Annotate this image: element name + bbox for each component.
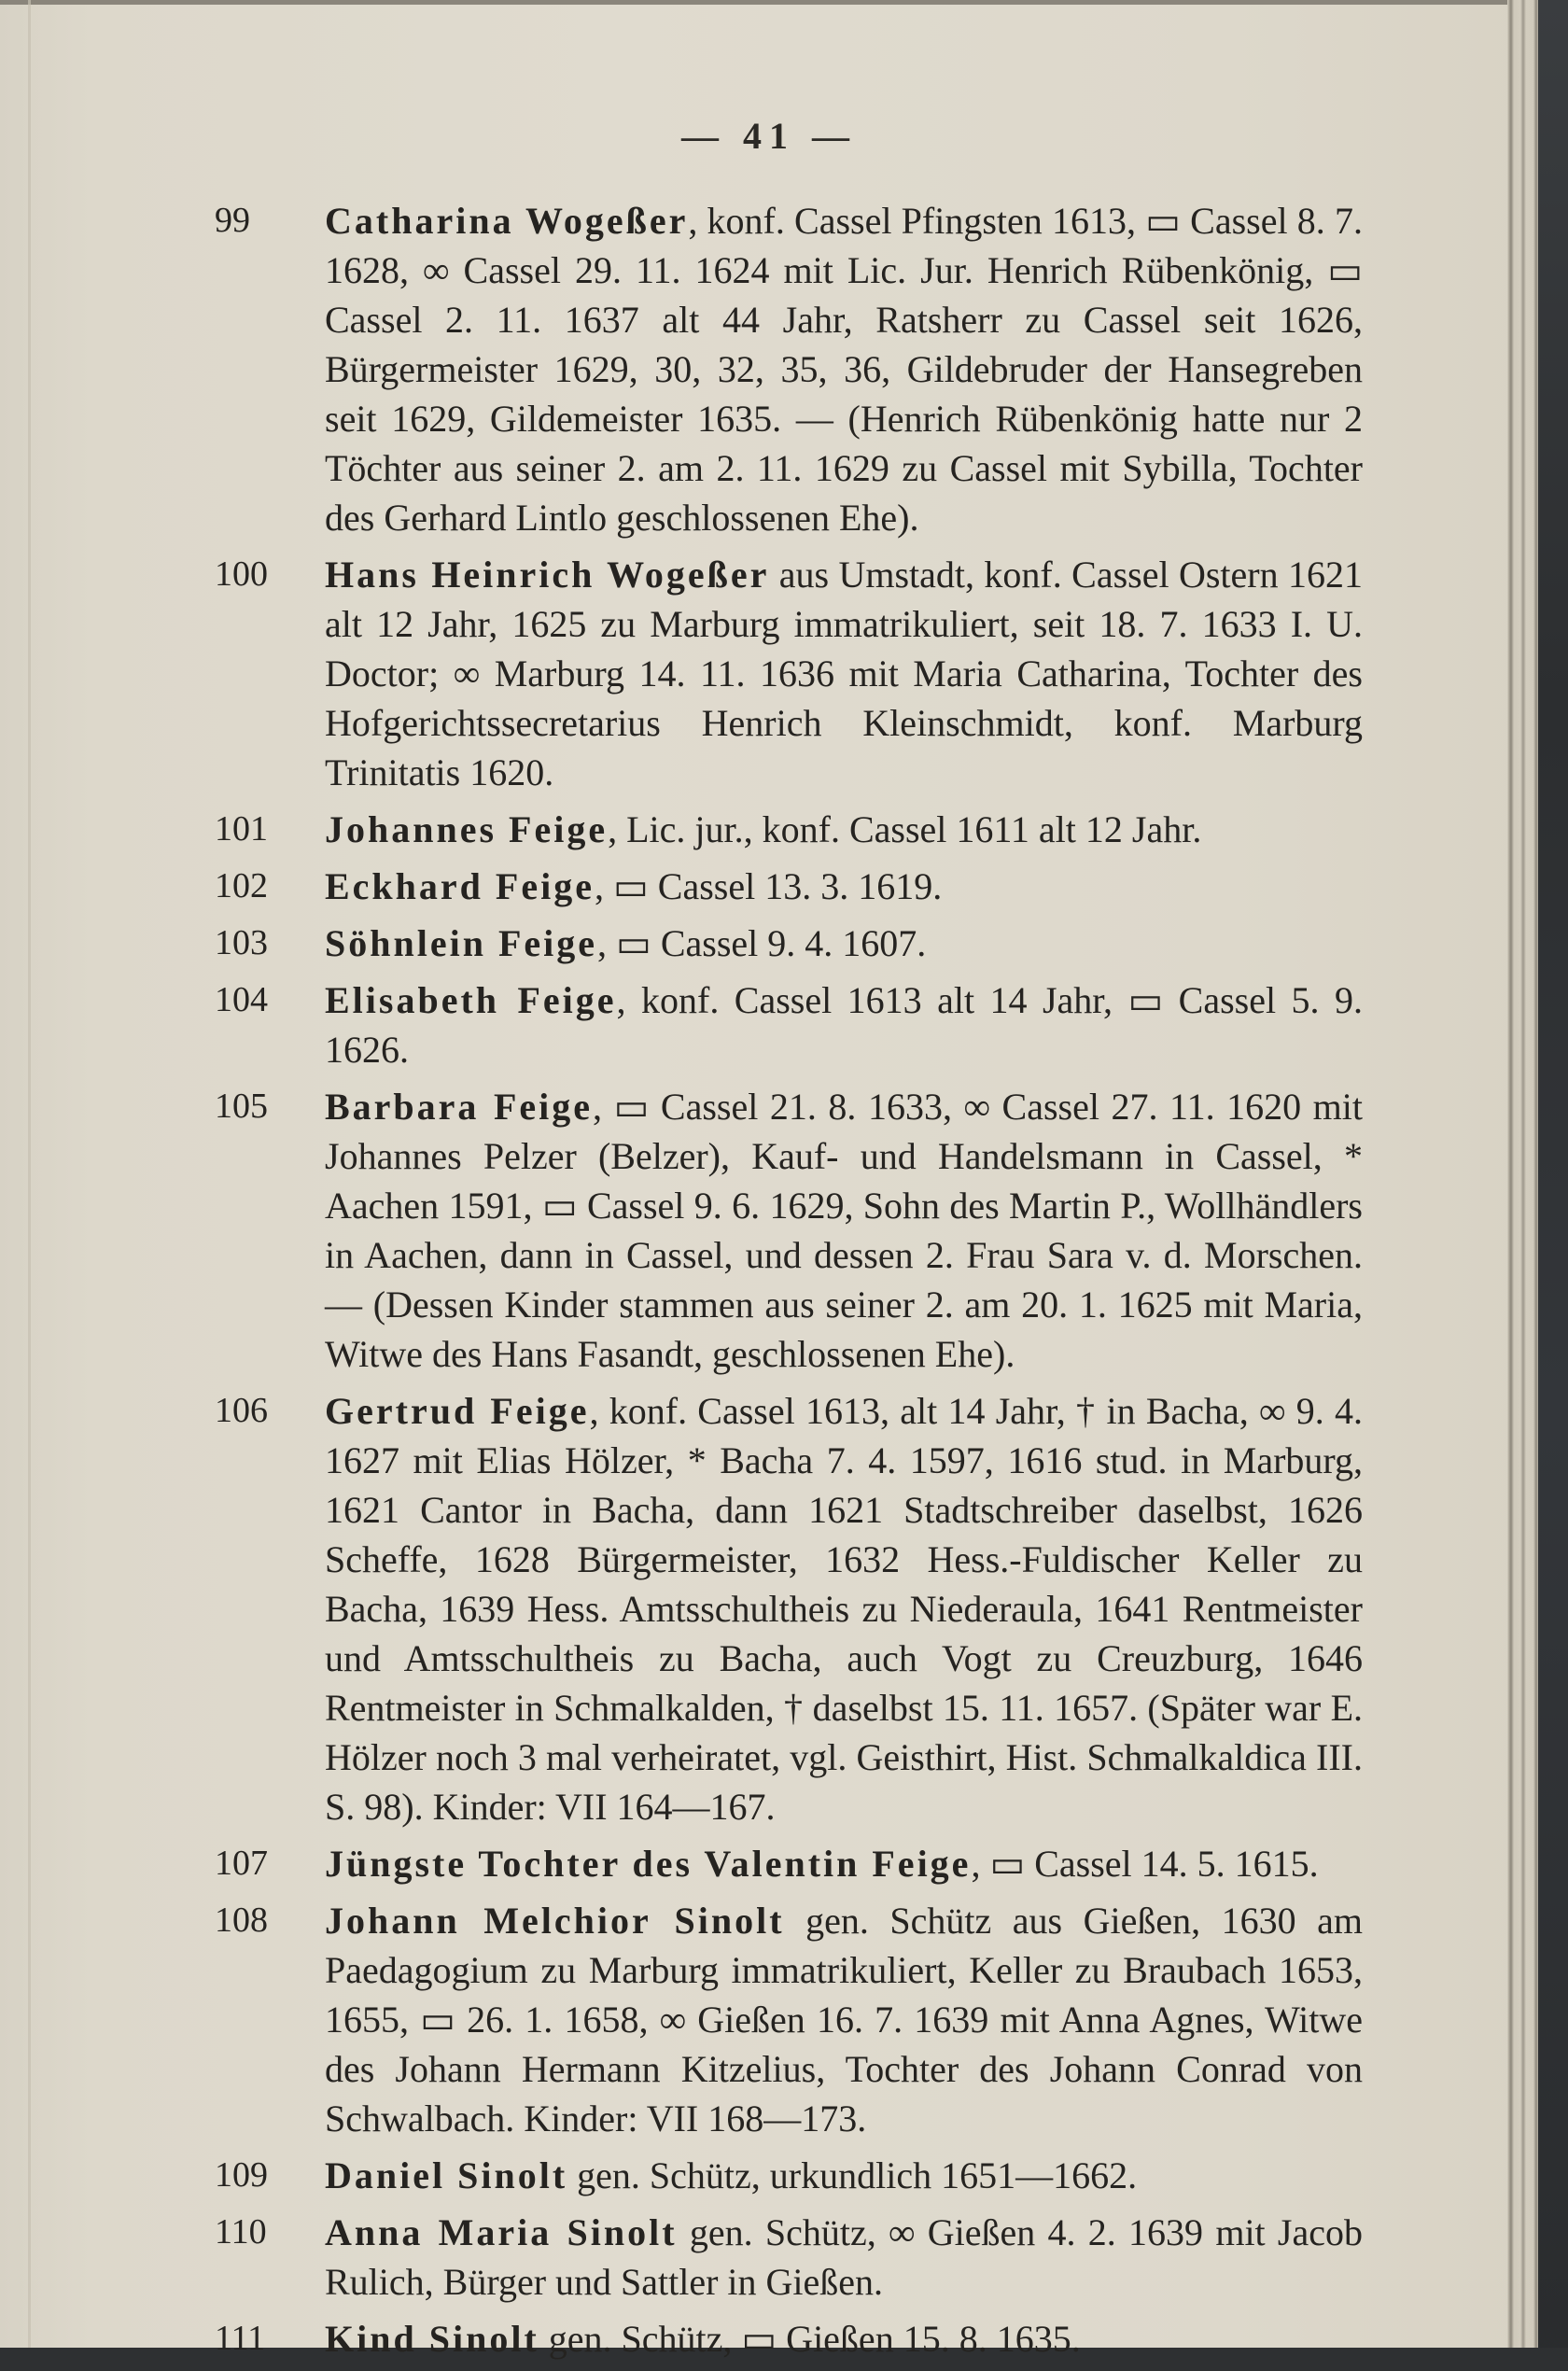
- entry-text: aus Umstadt, konf. Cassel Ostern 1621 alt 12 Jahr, 1625 zu Marburg immatrikuliert, seit 18. 7. 1633 I. U. Doctor; ∞ Marburg 14. 11. 1636 mit Maria Catharina, Tochter des Hofgerichtssecretarius Henrich Kleinschmidt, konf. Marburg Trinitatis 1620.: [325, 554, 1363, 793]
- person-name: Gertrud Feige: [325, 1390, 590, 1432]
- page-top-edge: [0, 0, 1538, 5]
- person-name: Barbara Feige: [325, 1086, 594, 1128]
- entry-number: 106: [215, 1391, 268, 1430]
- entry-number: 99: [215, 201, 250, 240]
- entry-text: , ▭ Cassel 9. 4. 1607.: [597, 922, 927, 964]
- entry-number: 100: [215, 554, 268, 594]
- entry-text: , konf. Cassel 1613, alt 14 Jahr, † in Bacha, ∞ 9. 4. 1627 mit Elias Hölzer, * Bacha 7. 4. 1597, 1616 stud. in Marburg, 1621 Cantor in Bacha, dann 1621 Stadtschreiber daselbst, 1626 Scheffe, 1628 Bürgermeister, 1632 Hess.-Fuldischer Keller zu Bacha, 1639 Hess. Amtsschultheis zu Niederaula, 1641 Rentmeister und Amtsschultheis zu Bacha, auch Vogt zu Creuzburg, 1646 Rentmeister in Schmalkalden, † daselbst 15. 11. 1657. (Später war E. Hölzer noch 3 mal verheiratet, vgl. Geisthirt, Hist. Schmalkaldica III. S. 98). Kinder: VII 164—167.: [325, 1390, 1364, 1828]
- entry-text: gen. Schütz, urkundlich 1651—1662.: [567, 2154, 1138, 2196]
- entry-text: gen. Schütz aus Gießen, 1630 am Paedagogium zu Marburg immatrikuliert, Keller zu Braubach 1653, 1655, ▭ 26. 1. 1658, ∞ Gießen 16. 7. 1639 mit Anna Agnes, Witwe des Johann Hermann Kitzelius, Tochter des Johann Conrad von Schwalbach. Kinder: VII 168—173.: [325, 1900, 1363, 2140]
- entry-number: 111: [215, 2319, 266, 2358]
- entry-106: [215, 1386, 1363, 1831]
- book-cover-edge: [1538, 0, 1568, 2348]
- entry-104: [215, 975, 1363, 1074]
- entry-108: [215, 1896, 1363, 2143]
- person-name: Hans Heinrich Wogeßer: [325, 554, 770, 596]
- entry-103: [215, 919, 1363, 968]
- entry-109: [215, 2151, 1363, 2200]
- entry-text: , konf. Cassel 1613 alt 14 Jahr, ▭ Cassel 5. 9. 1626.: [325, 979, 1364, 1071]
- person-name: Johann Melchior Sinolt: [325, 1900, 785, 1942]
- entry-number: 109: [215, 2155, 268, 2195]
- entry-text: , konf. Cassel Pfingsten 1613, ▭ Cassel 8. 7. 1628, ∞ Cassel 29. 11. 1624 mit Lic. Jur. Henrich Rübenkönig, ▭ Cassel 2. 11. 1637 alt 44 Jahr, Ratsherr zu Cassel seit 1626, Bürgermeister 1629, 30, 32, 35, 36, Gildebruder der Hansegreben seit 1629, Gildemeister 1635. — (Henrich Rübenkönig hatte nur 2 Töchter aus seiner 2. am 2. 11. 1629 zu Cassel mit Sybilla, Tochter des Gerhard Lintlo geschlossenen Ehe).: [325, 200, 1363, 539]
- person-name: Catharina Wogeßer: [325, 200, 689, 242]
- page-gutter-line: [28, 0, 31, 2348]
- page-stack-edge: [1507, 0, 1538, 2348]
- entry-107: [215, 1839, 1363, 1888]
- entry-101: [215, 805, 1363, 854]
- entry-text: , ▭ Cassel 14. 5. 1615.: [971, 1843, 1319, 1885]
- entry-105: [215, 1082, 1363, 1379]
- entry-number: 110: [215, 2212, 267, 2252]
- person-name: Jüngste Tochter des Valentin Feige: [325, 1843, 972, 1885]
- entry-100: [215, 550, 1363, 797]
- entry-text: , ▭ Cassel 13. 3. 1619.: [594, 865, 943, 907]
- entry-text: gen. Schütz, ▭ Gießen 15. 8. 1635.: [539, 2318, 1081, 2360]
- entry-number: 107: [215, 1844, 268, 1883]
- person-name: Anna Maria Sinolt: [325, 2211, 678, 2253]
- entry-number: 103: [215, 923, 268, 962]
- entry-text: gen. Schütz, ∞ Gießen 4. 2. 1639 mit Jacob Rulich, Bürger und Sattler in Gießen.: [325, 2211, 1364, 2303]
- person-name: Johannes Feige: [325, 808, 609, 850]
- entry-text: , Lic. jur., konf. Cassel 1611 alt 12 Jahr.: [608, 808, 1202, 850]
- entry-102: [215, 862, 1363, 911]
- entry-number: 105: [215, 1087, 268, 1126]
- person-name: Daniel Sinolt: [325, 2154, 568, 2196]
- entry-110: [215, 2208, 1363, 2307]
- person-name: Elisabeth Feige: [325, 979, 617, 1021]
- entry-number: 108: [215, 1901, 268, 1940]
- entry-number: 101: [215, 809, 268, 849]
- entry-111: [215, 2314, 1363, 2364]
- person-name: Söhnlein Feige: [325, 922, 598, 964]
- entry-text: , ▭ Cassel 21. 8. 1633, ∞ Cassel 27. 11. 1620 mit Johannes Pelzer (Belzer), Kauf- und Handelsmann in Cassel, * Aachen 1591, ▭ Cassel 9. 6. 1629, Sohn des Martin P., Wollhändlers in Aachen, dann in Cassel, und dessen 2. Frau Sara v. d. Morschen. — (Dessen Kinder stammen aus seiner 2. am 20. 1. 1625 mit Maria, Witwe des Hans Fasandt, geschlossenen Ehe).: [325, 1086, 1363, 1375]
- genealogy-entries: [215, 196, 1363, 2371]
- page-number: — 41 —: [681, 115, 857, 157]
- person-name: Eckhard Feige: [325, 865, 595, 907]
- entry-99: [215, 196, 1363, 542]
- entry-number: 104: [215, 980, 268, 1019]
- person-name: Kind Sinolt: [325, 2318, 539, 2360]
- entry-number: 102: [215, 866, 268, 905]
